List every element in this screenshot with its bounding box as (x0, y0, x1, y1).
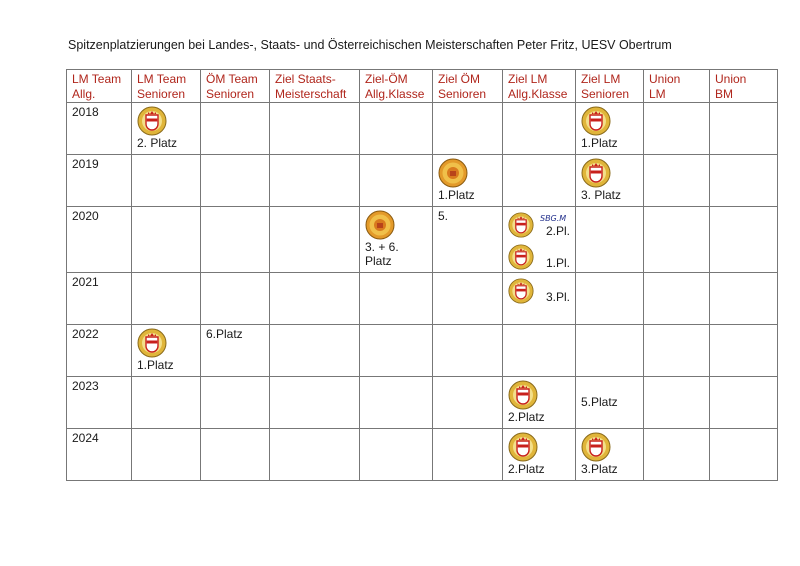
result-cell (270, 273, 360, 325)
result-cell (503, 207, 576, 273)
result-cell (360, 325, 433, 377)
placement-label: 3.Platz (581, 462, 618, 476)
result-cell (503, 273, 576, 325)
result-cell (644, 429, 710, 481)
placement-entry (137, 327, 195, 372)
result-cell (644, 377, 710, 429)
result-cell (644, 207, 710, 273)
column-header-label: LM Team Allg. (72, 72, 122, 101)
column-header-label: LM Team Senioren (137, 72, 187, 101)
placement-entry (581, 431, 638, 476)
result-cell (360, 273, 433, 325)
placement-entry (508, 275, 570, 306)
result-cell (503, 429, 576, 481)
result-cell (270, 155, 360, 207)
result-cell (576, 155, 644, 207)
result-cell (576, 377, 644, 429)
year-label: 2024 (72, 431, 99, 445)
result-cell (270, 103, 360, 155)
placement-label: 2.Platz (508, 410, 545, 424)
result-cell (132, 429, 201, 481)
column-header-union-bm (710, 70, 778, 103)
result-cell (644, 325, 710, 377)
badge-icon (508, 380, 538, 410)
placement-entry (206, 327, 264, 341)
placement-label: 5.Platz (581, 395, 618, 409)
result-cell (576, 429, 644, 481)
table-body (67, 103, 778, 481)
placement-label: 1.Pl. (545, 256, 570, 270)
result-cell (360, 155, 433, 207)
results-table (66, 69, 778, 481)
result-cell (132, 273, 201, 325)
result-cell (503, 155, 576, 207)
result-cell (360, 103, 433, 155)
result-cell (270, 429, 360, 481)
result-cell (710, 325, 778, 377)
placement-label: 3.Pl. (545, 290, 570, 304)
table-row (67, 273, 778, 325)
year-cell (67, 429, 132, 481)
year-cell (67, 273, 132, 325)
placement-label: 5. (438, 209, 449, 223)
year-label: 2021 (72, 275, 99, 289)
table-row (67, 377, 778, 429)
column-header-ziel-lm-senioren (576, 70, 644, 103)
placement-entry (508, 379, 570, 424)
column-header-label: Ziel LM Senioren (581, 72, 630, 101)
table-row (67, 207, 778, 273)
badge-icon (137, 328, 167, 358)
page-title: Spitzenplatzierungen bei Landes-, Staats- und Österreichischen Meisterschaften Peter Fritz, UESV Obertrum (68, 38, 672, 52)
result-cell (503, 377, 576, 429)
placement-label: 2.Platz (508, 462, 545, 476)
result-cell (576, 273, 644, 325)
year-cell (67, 377, 132, 429)
result-cell (201, 377, 270, 429)
column-header-lm-team-senioren (132, 70, 201, 103)
placement-label: 1.Platz (581, 136, 618, 150)
result-cell (360, 429, 433, 481)
placement-entry (438, 157, 497, 202)
placement-entry (581, 105, 638, 150)
result-cell (433, 155, 503, 207)
placement-entry (508, 209, 570, 240)
result-cell (576, 325, 644, 377)
placement-entry (365, 209, 427, 268)
placement-entry (508, 241, 570, 272)
badge-icon (508, 432, 538, 462)
handwritten-note: SBG.M (539, 214, 567, 223)
column-header-ziel-oem-allg (360, 70, 433, 103)
column-header-ziel-lm-allg (503, 70, 576, 103)
badge-icon (581, 106, 611, 136)
table-row (67, 429, 778, 481)
result-cell (503, 103, 576, 155)
year-label: 2023 (72, 379, 99, 393)
result-cell (644, 155, 710, 207)
result-cell (132, 325, 201, 377)
table-row (67, 155, 778, 207)
result-cell (270, 325, 360, 377)
result-cell (360, 377, 433, 429)
column-header-label: Ziel-ÖM Allg.Klasse (365, 72, 425, 101)
column-header-label: ÖM Team Senioren (206, 72, 258, 101)
column-header-label: Ziel ÖM Senioren (438, 72, 487, 101)
placement-label: 1.Platz (137, 358, 174, 372)
badge-icon (508, 276, 534, 306)
column-header-label: Union LM (649, 72, 681, 101)
result-cell (710, 273, 778, 325)
placement-entry (581, 395, 638, 409)
placement-label: 6.Platz (206, 327, 243, 341)
table-row (67, 325, 778, 377)
result-cell (132, 103, 201, 155)
year-cell (67, 207, 132, 273)
result-cell (710, 207, 778, 273)
year-cell (67, 103, 132, 155)
year-label: 2022 (72, 327, 99, 341)
result-cell (433, 429, 503, 481)
result-cell (132, 207, 201, 273)
year-label: 2019 (72, 157, 99, 171)
placement-label: 3. Platz (581, 188, 622, 202)
column-header-label: Union BM (715, 72, 747, 101)
result-cell (576, 103, 644, 155)
placement-entry (438, 209, 497, 223)
column-header-ziel-staats (270, 70, 360, 103)
column-header-oem-team-senioren (201, 70, 270, 103)
placement-label: 1.Platz (438, 188, 475, 202)
badge-icon (581, 158, 611, 188)
column-header-label: Ziel LM Allg.Klasse (508, 72, 568, 101)
result-cell (201, 207, 270, 273)
column-header-lm-team-allg (67, 70, 132, 103)
result-cell (201, 273, 270, 325)
medal-icon (365, 210, 395, 240)
placement-label: 2. Platz (137, 136, 178, 150)
placement-entry (137, 105, 195, 150)
column-header-ziel-oem-senioren (433, 70, 503, 103)
result-cell (503, 325, 576, 377)
result-cell (433, 325, 503, 377)
badge-icon (508, 242, 534, 272)
result-cell (270, 207, 360, 273)
result-cell (201, 103, 270, 155)
badge-icon (581, 432, 611, 462)
result-cell (201, 155, 270, 207)
result-cell (132, 155, 201, 207)
badge-icon (137, 106, 167, 136)
placement-label: 2.Pl. (545, 224, 570, 238)
result-cell (433, 273, 503, 325)
result-cell (710, 429, 778, 481)
result-cell (710, 155, 778, 207)
result-cell (201, 429, 270, 481)
result-cell (433, 103, 503, 155)
medal-icon (438, 158, 468, 188)
year-label: 2018 (72, 105, 99, 119)
badge-icon (508, 210, 534, 240)
placement-entry (581, 157, 638, 202)
result-cell (644, 103, 710, 155)
result-cell (710, 377, 778, 429)
result-cell (270, 377, 360, 429)
year-cell (67, 155, 132, 207)
year-cell (67, 325, 132, 377)
year-label: 2020 (72, 209, 99, 223)
result-cell (576, 207, 644, 273)
column-header-union-lm (644, 70, 710, 103)
result-cell (201, 325, 270, 377)
result-cell (644, 273, 710, 325)
placement-label: 3. + 6. Platz (365, 240, 399, 268)
result-cell (433, 207, 503, 273)
result-cell (433, 377, 503, 429)
column-header-label: Ziel Staats- Meisterschaft (275, 72, 347, 101)
header-row (67, 70, 778, 103)
table-row (67, 103, 778, 155)
placement-entry (508, 431, 570, 476)
result-cell (132, 377, 201, 429)
result-cell (710, 103, 778, 155)
result-cell (360, 207, 433, 273)
